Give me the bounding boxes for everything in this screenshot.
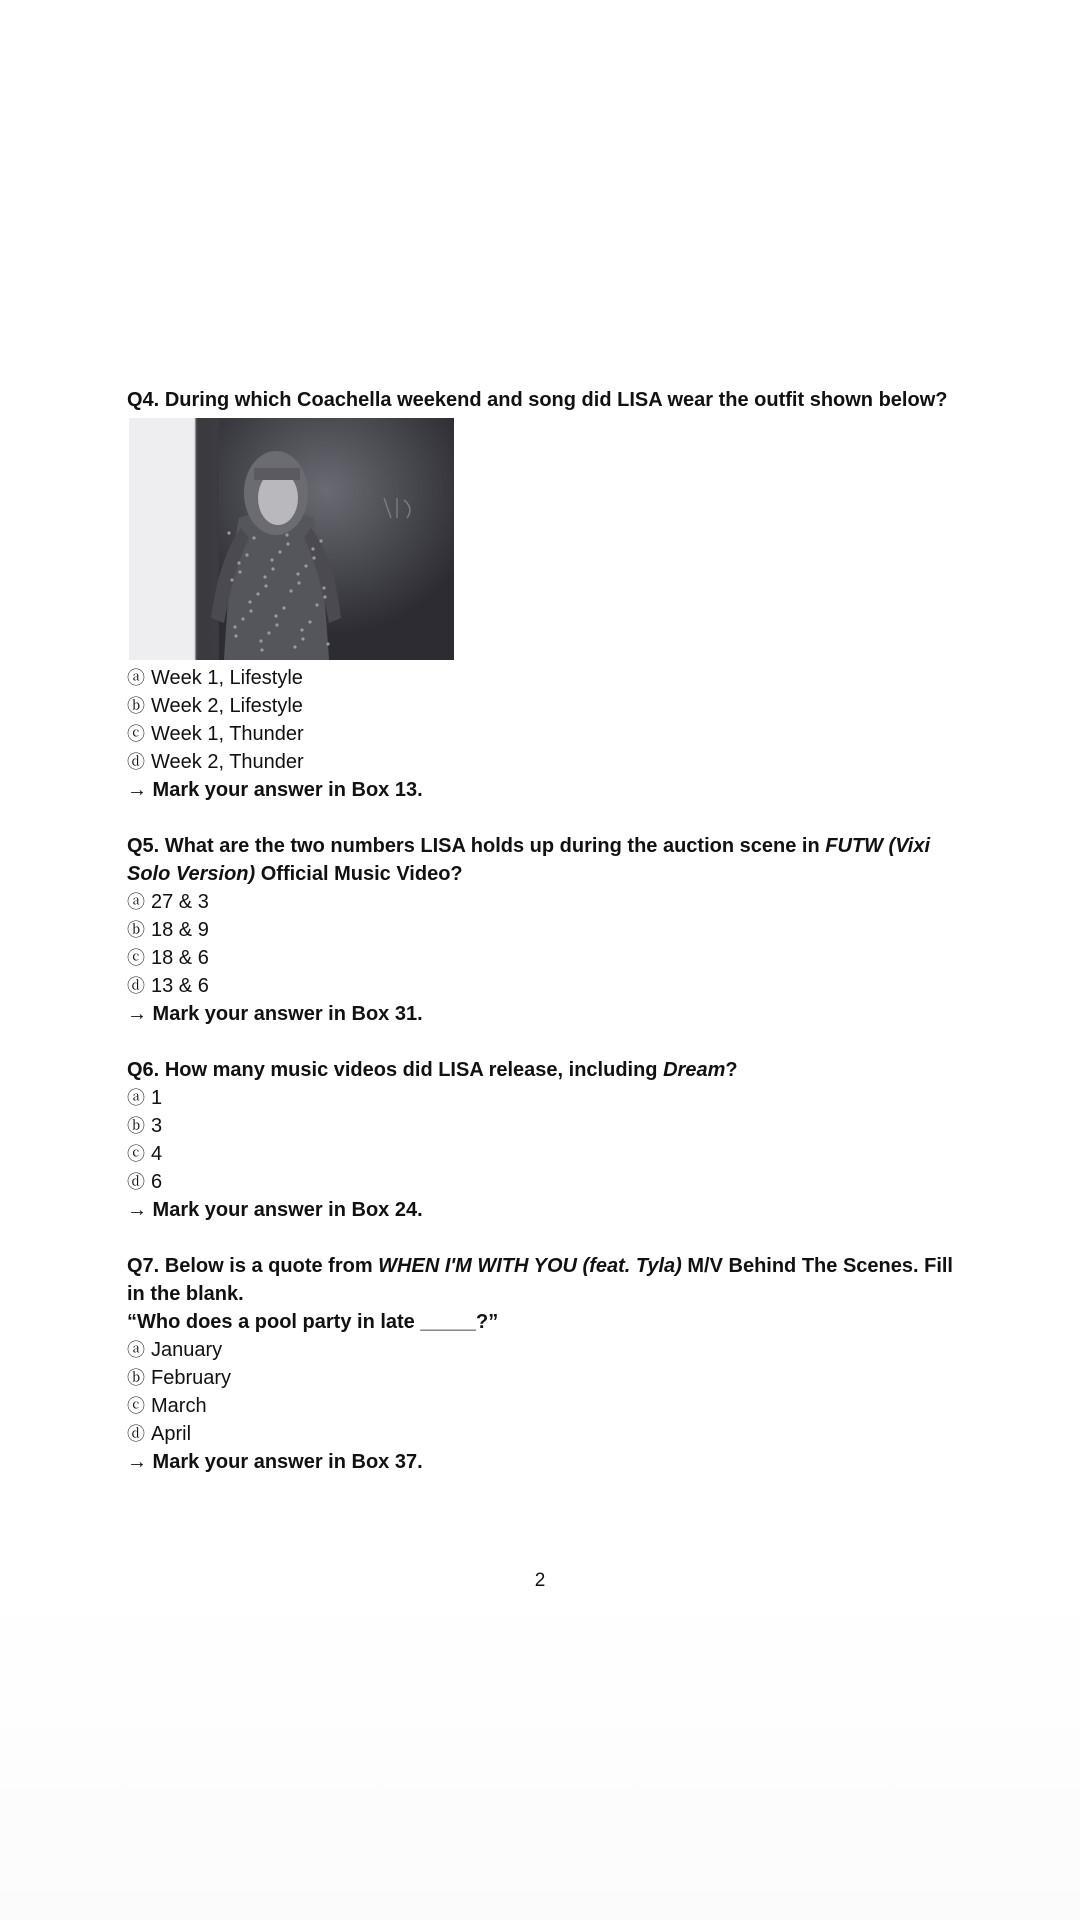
option-marker: ⓐ xyxy=(127,892,145,912)
answer-option xyxy=(127,1336,957,1364)
answer-option xyxy=(127,1084,957,1112)
answer-instruction: → Mark your answer in Box 37. xyxy=(127,1451,423,1473)
option-marker: ⓓ xyxy=(127,752,145,772)
answer-option xyxy=(127,1364,957,1392)
option-marker: ⓐ xyxy=(127,1340,145,1360)
option-marker: ⓑ xyxy=(127,1368,145,1388)
option-marker: ⓑ xyxy=(127,920,145,940)
option-text: April xyxy=(151,1423,192,1445)
option-text: Week 1, Lifestyle xyxy=(151,667,303,689)
option-text: January xyxy=(151,1339,223,1361)
answer-option xyxy=(127,1112,957,1140)
option-text: 3 xyxy=(151,1115,163,1137)
option-text: Week 1, Thunder xyxy=(151,723,304,745)
question-quote: “Who does a pool party in late _____?” xyxy=(127,1311,499,1333)
question-text-part: ? xyxy=(725,1059,738,1081)
option-text: 6 xyxy=(151,1171,163,1193)
question-number: Q5. xyxy=(127,835,160,857)
question-text xyxy=(127,386,957,414)
answer-option xyxy=(127,916,957,944)
option-marker: ⓒ xyxy=(127,948,145,968)
question-number: Q6. xyxy=(127,1059,160,1081)
question-text-part: Official Music Video? xyxy=(255,863,463,885)
answer-option xyxy=(127,720,957,748)
question-block xyxy=(127,832,957,1028)
answer-instruction: → Mark your answer in Box 24. xyxy=(127,1199,423,1221)
option-text: 18 & 6 xyxy=(151,947,209,969)
option-text: Week 2, Thunder xyxy=(151,751,304,773)
question-block xyxy=(127,386,957,804)
option-text: 18 & 9 xyxy=(151,919,209,941)
option-marker: ⓒ xyxy=(127,1144,145,1164)
option-text: 27 & 3 xyxy=(151,891,209,913)
question-number: Q4. xyxy=(127,389,160,411)
option-marker: ⓓ xyxy=(127,976,145,996)
question-text xyxy=(127,1252,957,1308)
option-marker: ⓐ xyxy=(127,668,145,688)
question-text xyxy=(127,832,957,888)
answer-option xyxy=(127,1420,957,1448)
option-text: 4 xyxy=(151,1143,163,1165)
question-text-part: What are the two numbers LISA holds up during the auction scene in xyxy=(164,835,826,857)
question-number: Q7. xyxy=(127,1255,160,1277)
option-text: 13 & 6 xyxy=(151,975,209,997)
option-marker: ⓒ xyxy=(127,724,145,744)
answer-instruction: → Mark your answer in Box 31. xyxy=(127,1003,423,1025)
question-text-part: How many music videos did LISA release, including xyxy=(164,1059,664,1081)
page-number: 2 xyxy=(534,1570,546,1591)
question-text-part: M/V Behind The Scenes. Fill in the blank. xyxy=(127,1255,953,1305)
option-marker: ⓒ xyxy=(127,1396,145,1416)
option-text: March xyxy=(151,1395,207,1417)
question-block xyxy=(127,1252,957,1476)
answer-option xyxy=(127,664,957,692)
answer-option xyxy=(127,692,957,720)
outfit-photo xyxy=(129,418,454,660)
option-text: 1 xyxy=(151,1087,163,1109)
question-block xyxy=(127,1056,957,1224)
question-text-part: Dream xyxy=(663,1059,726,1081)
page-background xyxy=(0,1590,1080,1920)
option-marker: ⓑ xyxy=(127,696,145,716)
quiz-content xyxy=(127,386,957,1504)
option-text: Week 2, Lifestyle xyxy=(151,695,303,717)
answer-option xyxy=(127,888,957,916)
option-marker: ⓑ xyxy=(127,1116,145,1136)
answer-option xyxy=(127,972,957,1000)
answer-option xyxy=(127,1168,957,1196)
question-text xyxy=(127,1056,957,1084)
answer-option xyxy=(127,944,957,972)
question-text-part: During which Coachella weekend and song did LISA wear the outfit shown below? xyxy=(164,389,948,411)
question-text-part: Below is a quote from xyxy=(164,1255,379,1277)
answer-option xyxy=(127,1140,957,1168)
answer-instruction: → Mark your answer in Box 13. xyxy=(127,779,423,801)
option-marker: ⓓ xyxy=(127,1172,145,1192)
option-text: February xyxy=(151,1367,232,1389)
question-text-part: FUTW (Vixi Solo Version) xyxy=(127,835,931,885)
option-marker: ⓓ xyxy=(127,1424,145,1444)
answer-option xyxy=(127,1392,957,1420)
answer-option xyxy=(127,748,957,776)
question-text-part: WHEN I'M WITH YOU (feat. Tyla) xyxy=(378,1255,682,1277)
option-marker: ⓐ xyxy=(127,1088,145,1108)
